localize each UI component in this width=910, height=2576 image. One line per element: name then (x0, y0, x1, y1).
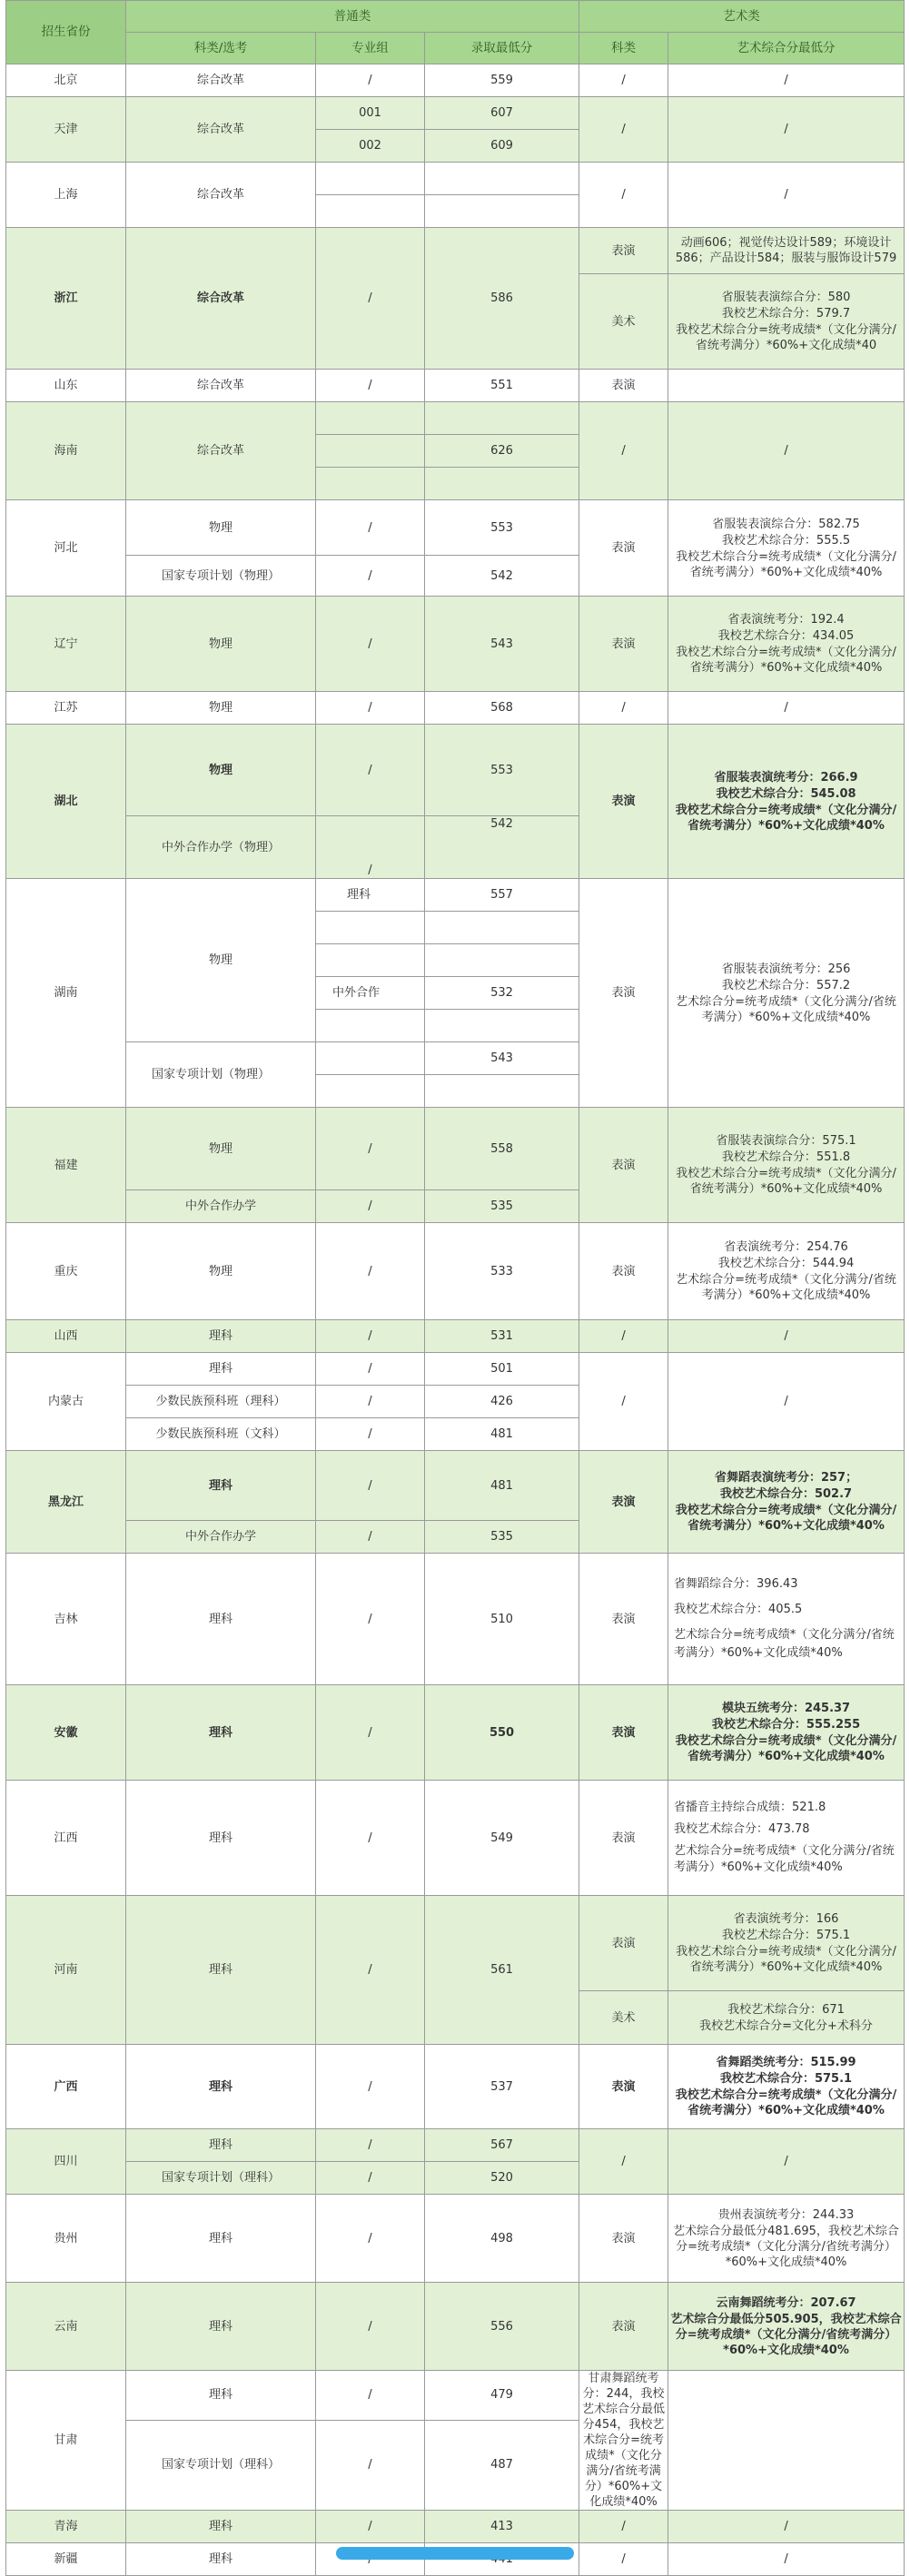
subject-cell: 理科 (126, 1896, 316, 2045)
score-cell: 542 (425, 556, 579, 597)
art-note-cell (668, 2371, 905, 2511)
group-cell: / (316, 500, 425, 556)
province-cell: 江苏 (6, 692, 126, 725)
art-note-cell: / (668, 1320, 905, 1353)
art-note-line: 我校艺术综合分=统考成绩*（文化分满分/省统考满分）*60%+文化成绩*40% (676, 1167, 896, 1196)
province-cell: 辽宁 (6, 597, 126, 692)
group-cell (316, 468, 425, 500)
table-row (6, 1223, 905, 1320)
score-cell: 520 (425, 2162, 579, 2195)
group-cell: / (316, 692, 425, 725)
group-cell (316, 1042, 425, 1075)
score-cell (425, 944, 579, 977)
art-track-cell: 表演 (579, 2045, 668, 2129)
score-cell: 537 (425, 2045, 579, 2129)
art-note-cell (668, 2195, 905, 2283)
score-cell: 487 (425, 2420, 579, 2510)
art-note-line: 我校艺术综合分：575.1 (719, 2072, 853, 2086)
group-cell: / (316, 2045, 425, 2129)
table-row (6, 692, 905, 725)
table-row (6, 370, 905, 402)
art-note-cell: / (668, 64, 905, 97)
group-cell: / (316, 556, 425, 597)
subject-cell: 理科 (126, 1451, 316, 1521)
group-cell (316, 435, 425, 468)
score-cell: 413 (425, 2511, 579, 2543)
art-note-line: 省服装表演统考分：266.9 (714, 770, 858, 785)
score-cell: 531 (425, 1320, 579, 1353)
art-track-cell: 表演 (579, 1451, 668, 1554)
subject-cell: 理科 (126, 2195, 316, 2283)
art-note-line: 我校艺术综合分：575.1 (721, 1929, 851, 1942)
group-cell: / (316, 725, 425, 816)
art-note-line: 模块五统考分：245.37 (721, 1702, 851, 1715)
subject-cell: 理科 (126, 2129, 316, 2162)
table-row (6, 2045, 905, 2129)
score-cell (425, 402, 579, 435)
group-cell (316, 163, 425, 195)
art-note-line: 我校艺术综合分=统考成绩*（文化分满分/省统考满分）*60%+文化成绩*40 (676, 323, 896, 352)
table-row (6, 163, 905, 195)
art-note-line: 我校艺术综合分=统考成绩*（文化分满分/省统考满分）*60%+文化成绩*40% (676, 1945, 896, 1974)
art-note-line: 省表演统考分：166 (733, 1912, 839, 1926)
art-note-line: 我校艺术综合分：555.5 (721, 533, 851, 548)
art-note-line: 艺术综合分最低分481.695，我校艺术综合分=统考成绩*（文化分满分/省统考满分）*60%+文化成绩*40% (673, 2224, 899, 2269)
art-note-cell (668, 879, 905, 1108)
score-cell: 553 (425, 725, 579, 816)
art-note-cell (668, 597, 905, 692)
art-note-cell (668, 1108, 905, 1223)
art-track-cell: 表演 (579, 2195, 668, 2283)
group-cell: / (316, 1685, 425, 1781)
table-row (6, 2195, 905, 2283)
art-note-line: 艺术综合分=统考成绩*（文化分满分/省统考满分）*60%+文化成绩*40% (676, 1273, 896, 1302)
art-note-line: 我校艺术综合分=统考成绩*（文化分满分/省统考满分）*60%+文化成绩*40% (676, 549, 896, 579)
table-row (6, 1685, 905, 1781)
art-track-cell: 表演 (579, 1685, 668, 1781)
art-track-cell: / (579, 2129, 668, 2195)
group-cell: / (316, 64, 425, 97)
province-cell: 福建 (6, 1108, 126, 1223)
art-track-cell: / (579, 2511, 668, 2543)
group-cell (316, 402, 425, 435)
subject-cell: 国家专项计划（物理） (126, 1042, 316, 1108)
group-cell: 理科 (316, 879, 425, 912)
art-note-cell: / (668, 2543, 905, 2576)
subject-cell: 综合改革 (126, 97, 316, 163)
header-art: 艺术类 (579, 1, 905, 33)
group-cell: / (316, 2420, 425, 2510)
table-row (6, 597, 905, 692)
art-note-line: 艺术综合分=统考成绩*（文化分满分/省统考满分）*60%+文化成绩*40% (674, 1844, 895, 1874)
province-cell: 重庆 (6, 1223, 126, 1320)
table-row (6, 1781, 905, 1896)
group-cell (316, 1075, 425, 1108)
province-cell: 甘肃 (6, 2371, 126, 2511)
art-note-line: 我校艺术综合分：434.05 (717, 629, 855, 643)
province-cell: 天津 (6, 97, 126, 163)
score-cell (425, 468, 579, 500)
subject-cell: 少数民族预科班（理科） (126, 1386, 316, 1418)
score-cell: 551 (425, 370, 579, 402)
group-cell: / (316, 2195, 425, 2283)
province-cell: 内蒙古 (6, 1353, 126, 1451)
art-note-line: 省服装表演统考分：256 (721, 962, 851, 976)
table-row (6, 402, 905, 435)
art-note-cell (668, 274, 905, 370)
score-cell: 543 (425, 597, 579, 692)
group-cell (316, 944, 425, 977)
art-track-cell: 美术 (579, 1991, 668, 2045)
subject-cell: 综合改革 (126, 228, 316, 370)
table-row (6, 1353, 905, 1386)
art-track-cell: 表演 (579, 228, 668, 274)
art-track-cell: 表演 (579, 597, 668, 692)
table-row (6, 1896, 905, 1991)
province-cell: 贵州 (6, 2195, 126, 2283)
group-cell (316, 195, 425, 228)
art-note-cell: 动画606；视觉传达设计589；环境设计586；产品设计584；服装与服饰设计579 (668, 228, 905, 274)
province-cell: 吉林 (6, 1554, 126, 1685)
score-cell: 479 (425, 2371, 579, 2421)
group-cell: / (316, 228, 425, 370)
province-cell: 黑龙江 (6, 1451, 126, 1554)
table-row (6, 1108, 905, 1190)
group-cell: / (316, 1190, 425, 1223)
group-cell: / (316, 2162, 425, 2195)
art-note-cell (668, 1896, 905, 1991)
table-row (6, 725, 905, 816)
subject-cell: 国家专项计划（理科） (126, 2420, 316, 2510)
province-cell: 湖北 (6, 725, 126, 879)
province-cell: 云南 (6, 2283, 126, 2371)
subject-cell: 理科 (126, 1554, 316, 1685)
art-note-line: 我校艺术综合分：555.255 (711, 1718, 861, 1732)
subject-cell: 理科 (126, 2371, 316, 2421)
province-cell: 河北 (6, 500, 126, 597)
art-track-cell: 表演 (579, 1223, 668, 1320)
score-cell: 535 (425, 1521, 579, 1554)
subject-cell: 国家专项计划（物理） (126, 556, 316, 597)
table-row (6, 2129, 905, 2162)
art-track-cell: / (579, 692, 668, 725)
score-cell: 609 (425, 130, 579, 163)
table-row (6, 1320, 905, 1353)
subject-cell: 中外合作办学 (126, 1190, 316, 1223)
header-subject-track: 科类/选考 (126, 33, 316, 64)
group-cell: / (316, 2129, 425, 2162)
score-cell: 481 (425, 1451, 579, 1521)
art-note-cell: / (668, 2511, 905, 2543)
province-cell: 浙江 (6, 228, 126, 370)
group-cell: / (316, 1386, 425, 1418)
art-track-cell: / (579, 163, 668, 228)
score-cell: 586 (425, 228, 579, 370)
score-cell: 549 (425, 1781, 579, 1896)
province-cell: 安徽 (6, 1685, 126, 1781)
art-note-line: 艺术综合分最低分505.905，我校艺术综合分=统考成绩*（文化分满分/省统考满分）*60%+文化成绩*40% (670, 2312, 902, 2357)
subject-cell: 中外合作办学（物理） (126, 816, 316, 879)
art-note-line: 我校艺术综合分=统考成绩*（文化分满分/省统考满分）*60%+文化成绩*40% (675, 1504, 897, 1533)
header-min-score: 录取最低分 (425, 33, 579, 64)
score-cell: 498 (425, 2195, 579, 2283)
art-track-cell: 甘肃舞蹈统考分：244，我校艺术综合分最低分454，我校艺术综合分=统考成绩*（文化分满分/省统考满分）*60%+文化成绩*40% (579, 2371, 668, 2511)
group-cell: / (316, 1521, 425, 1554)
subject-cell: 中外合作办学 (126, 1521, 316, 1554)
group-cell: / (316, 2511, 425, 2543)
province-cell: 山东 (6, 370, 126, 402)
subject-cell: 少数民族预科班（文科） (126, 1418, 316, 1451)
table-row (6, 2511, 905, 2543)
art-track-cell: / (579, 1353, 668, 1451)
art-note-line: 我校艺术综合分=统考成绩*（文化分满分/省统考满分）*60%+文化成绩*40% (675, 1734, 897, 1763)
score-cell: 568 (425, 692, 579, 725)
score-cell: 626 (425, 435, 579, 468)
province-cell: 广西 (6, 2045, 126, 2129)
art-note-cell: / (668, 163, 905, 228)
province-cell: 江西 (6, 1781, 126, 1896)
table-row (6, 228, 905, 274)
subject-cell: 理科 (126, 2511, 316, 2543)
subject-cell: 理科 (126, 2543, 316, 2576)
subject-cell: 物理 (126, 879, 316, 1042)
art-track-cell: 表演 (579, 1554, 668, 1685)
art-note-cell: / (668, 1353, 905, 1451)
subject-cell: 物理 (126, 1223, 316, 1320)
art-note-cell: / (668, 402, 905, 500)
score-cell (425, 195, 579, 228)
art-note-cell: / (668, 2129, 905, 2195)
art-note-cell (668, 1781, 905, 1896)
subject-cell: 物理 (126, 597, 316, 692)
art-note-cell (668, 370, 905, 402)
table-row (6, 1554, 905, 1685)
group-cell: 002 (316, 130, 425, 163)
subject-cell: 综合改革 (126, 64, 316, 97)
subject-cell: 理科 (126, 1353, 316, 1386)
score-cell (425, 163, 579, 195)
table-row (6, 2283, 905, 2371)
group-cell: / (316, 597, 425, 692)
province-cell: 山西 (6, 1320, 126, 1353)
art-track-cell: 表演 (579, 500, 668, 597)
subject-cell: 综合改革 (126, 163, 316, 228)
art-note-line: 省舞蹈类统考分：515.99 (716, 2056, 856, 2069)
art-note-cell (668, 2283, 905, 2371)
art-note-line: 艺术综合分=统考成绩*（文化分满分/省统考满分）*60%+文化成绩*40% (676, 994, 896, 1024)
subject-cell: 理科 (126, 2045, 316, 2129)
art-note-cell (668, 500, 905, 597)
art-note-line: 省表演统考分：192.4 (727, 613, 845, 627)
group-cell: / (316, 2371, 425, 2421)
art-note-line: 我校艺术综合分：544.94 (717, 1257, 855, 1270)
header-major-group: 专业组 (316, 33, 425, 64)
bottom-action-button[interactable] (336, 2547, 574, 2560)
subject-cell: 物理 (126, 725, 316, 816)
art-note-line: 省表演统考分：254.76 (724, 1240, 848, 1254)
art-note-line: 我校艺术综合分：551.8 (721, 1150, 851, 1164)
province-cell: 湖南 (6, 879, 126, 1108)
subject-cell: 理科 (126, 1781, 316, 1896)
art-note-line: 我校艺术综合分：545.08 (716, 786, 856, 801)
art-track-cell: 表演 (579, 1108, 668, 1223)
score-cell (425, 912, 579, 944)
art-track-cell: 表演 (579, 1781, 668, 1896)
art-track-cell: / (579, 1320, 668, 1353)
province-cell: 新疆 (6, 2543, 126, 2576)
score-cell: 510 (425, 1554, 579, 1685)
art-note-cell (668, 1451, 905, 1554)
score-cell: 559 (425, 64, 579, 97)
art-note-line: 我校艺术综合分=文化分+术科分 (699, 2018, 873, 2033)
score-cell: 542 (425, 816, 579, 879)
group-cell: 中外合作 (316, 977, 425, 1010)
group-cell: 001 (316, 97, 425, 130)
group-cell: / (316, 1781, 425, 1896)
header-art-min: 艺术综合分最低分 (668, 33, 905, 64)
art-note-line: 贵州表演统考分：244.33 (717, 2207, 855, 2222)
art-track-cell: / (579, 2543, 668, 2576)
table-row (6, 1451, 905, 1521)
score-cell: 533 (425, 1223, 579, 1320)
admission-score-table (5, 0, 905, 2576)
score-cell: 550 (425, 1685, 579, 1781)
score-cell: 557 (425, 879, 579, 912)
art-note-cell (668, 1991, 905, 2045)
art-note-cell (668, 1223, 905, 1320)
art-track-cell: / (579, 97, 668, 163)
art-note-line: 我校艺术综合分：671 (727, 2002, 845, 2017)
province-cell: 海南 (6, 402, 126, 500)
subject-cell: 综合改革 (126, 370, 316, 402)
art-track-cell: / (579, 64, 668, 97)
art-note-line: 省舞蹈表演统考分：257； (714, 1471, 858, 1485)
score-cell: 558 (425, 1108, 579, 1190)
score-cell: 607 (425, 97, 579, 130)
group-cell: / (316, 2283, 425, 2371)
header-province: 招生省份 (6, 1, 126, 64)
table-row (6, 2371, 905, 2421)
subject-cell: 物理 (126, 692, 316, 725)
art-note-line: 我校艺术综合分=统考成绩*（文化分满分/省统考满分）*60%+文化成绩*40% (675, 2088, 897, 2117)
art-note-line: 我校艺术综合分：557.2 (721, 978, 851, 992)
art-note-line: 云南舞蹈统考分：207.67 (716, 2295, 856, 2310)
score-cell: 532 (425, 977, 579, 1010)
group-cell: / (316, 1451, 425, 1521)
table-row (6, 879, 905, 912)
score-cell (425, 1010, 579, 1042)
province-cell: 青海 (6, 2511, 126, 2543)
group-cell: / (316, 370, 425, 402)
art-note-line: 省播音主持综合成绩：521.8 (674, 1801, 826, 1814)
subject-cell: 综合改革 (126, 402, 316, 500)
group-cell (316, 912, 425, 944)
group-cell: / (316, 1896, 425, 2045)
art-note-cell (668, 1685, 905, 1781)
group-cell: / (316, 816, 425, 879)
group-cell: / (316, 1418, 425, 1451)
score-cell: 535 (425, 1190, 579, 1223)
table-row (6, 500, 905, 556)
art-note-line: 我校艺术综合分=统考成绩*（文化分满分/省统考满分）*60%+文化成绩*40% (676, 646, 896, 675)
art-track-cell: / (579, 402, 668, 500)
art-note-line: 艺术综合分=统考成绩*（文化分满分/省统考满分）*60%+文化成绩*40% (674, 1628, 895, 1660)
art-note-cell: / (668, 692, 905, 725)
art-track-cell: 表演 (579, 370, 668, 402)
art-track-cell: 美术 (579, 274, 668, 370)
group-cell: / (316, 1108, 425, 1190)
art-note-line: 我校艺术综合分：405.5 (674, 1603, 803, 1616)
subject-cell: 理科 (126, 2283, 316, 2371)
group-cell: / (316, 1353, 425, 1386)
art-note-cell (668, 2045, 905, 2129)
art-note-line: 省服装表演综合分：582.75 (712, 517, 860, 531)
group-cell (316, 1010, 425, 1042)
art-note-cell (668, 1554, 905, 1685)
art-note-cell: / (668, 97, 905, 163)
group-cell: / (316, 1554, 425, 1685)
art-track-cell: 表演 (579, 1896, 668, 1991)
province-cell: 河南 (6, 1896, 126, 2045)
score-cell: 567 (425, 2129, 579, 2162)
score-cell: 426 (425, 1386, 579, 1418)
province-cell: 北京 (6, 64, 126, 97)
score-cell: 501 (425, 1353, 579, 1386)
art-note-line: 省舞蹈综合分：396.43 (674, 1577, 798, 1591)
score-cell: 481 (425, 1418, 579, 1451)
subject-cell: 国家专项计划（理科） (126, 2162, 316, 2195)
header-general: 普通类 (126, 1, 579, 33)
art-note-line: 省服装表演综合分：575.1 (716, 1134, 856, 1148)
admission-score-table-container (5, 0, 904, 2576)
province-cell: 四川 (6, 2129, 126, 2195)
table-row (6, 64, 905, 97)
art-track-cell: 表演 (579, 2283, 668, 2371)
score-cell: 553 (425, 500, 579, 556)
subject-cell: 理科 (126, 1685, 316, 1781)
art-note-line: 我校艺术综合分=统考成绩*（文化分满分/省统考满分）*60%+文化成绩*40% (675, 803, 897, 833)
score-cell: 556 (425, 2283, 579, 2371)
province-cell: 上海 (6, 163, 126, 228)
subject-cell: 物理 (126, 1108, 316, 1190)
score-cell: 543 (425, 1042, 579, 1075)
art-note-line: 我校艺术综合分：502.7 (719, 1487, 853, 1501)
subject-cell: 物理 (126, 500, 316, 556)
table-row (6, 97, 905, 130)
score-cell (425, 1075, 579, 1108)
group-cell: / (316, 1320, 425, 1353)
art-note-cell (668, 725, 905, 879)
art-note-line: 我校艺术综合分：473.78 (674, 1822, 810, 1836)
art-track-cell: 表演 (579, 879, 668, 1108)
score-cell: 561 (425, 1896, 579, 2045)
subject-cell: 理科 (126, 1320, 316, 1353)
art-note-line: 省服装表演综合分：580 (721, 291, 851, 304)
art-note-line: 我校艺术综合分：579.7 (721, 307, 851, 321)
art-track-cell: 表演 (579, 725, 668, 879)
header-art-track: 科类 (579, 33, 668, 64)
group-cell: / (316, 1223, 425, 1320)
